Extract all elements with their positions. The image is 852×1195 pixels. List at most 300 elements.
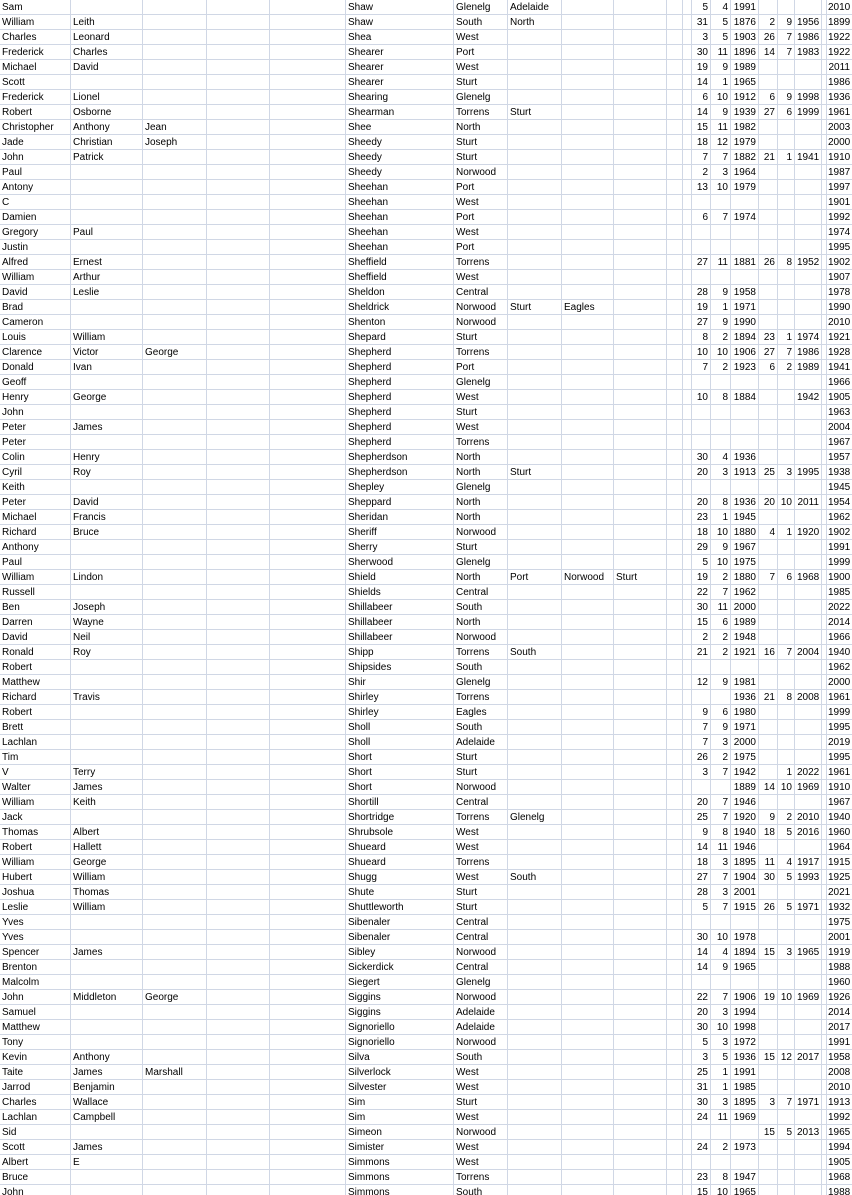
table-cell-death-year[interactable] [795,930,822,945]
table-cell-club3[interactable] [562,945,614,960]
table-cell-surname[interactable]: Sholl [346,720,454,735]
table-cell-surname[interactable]: Simeon [346,1125,454,1140]
table-cell-birth-day[interactable]: 15 [692,120,711,135]
table-cell-blank-k[interactable] [667,60,683,75]
table-cell-second-name[interactable]: Henry [71,450,143,465]
table-cell-birth-year[interactable] [731,975,759,990]
table-cell-club4[interactable] [614,720,667,735]
table-cell-blank-k[interactable] [667,990,683,1005]
table-cell-club4[interactable] [614,30,667,45]
table-cell-club3[interactable] [562,165,614,180]
table-cell-club2[interactable] [508,600,562,615]
table-cell-third-name[interactable] [143,1095,207,1110]
table-cell-third-name[interactable] [143,60,207,75]
table-cell-first-name[interactable]: Thomas [0,825,71,840]
table-cell-blank-l[interactable] [683,885,692,900]
table-cell-death-month[interactable] [778,915,795,930]
table-cell-death-month[interactable]: 8 [778,690,795,705]
table-cell-death-day[interactable] [759,960,778,975]
table-cell-year[interactable]: 2017 [828,1022,851,1033]
table-cell-death-month[interactable] [778,930,795,945]
table-cell-blank-d[interactable] [207,630,270,645]
table-cell-birth-day[interactable]: 19 [692,300,711,315]
table-cell-birth-year[interactable]: 1876 [731,15,759,30]
table-cell-death-month[interactable] [778,1065,795,1080]
table-cell-birth-year[interactable]: 1903 [731,30,759,45]
table-cell-club1[interactable]: Sturt [454,900,508,915]
table-cell-birth-day[interactable]: 27 [692,255,711,270]
table-cell-first-name[interactable]: Leslie [0,900,71,915]
table-cell-birth-month[interactable] [711,240,731,255]
table-cell-year[interactable]: 1966 [828,377,851,388]
table-cell-birth-day[interactable]: 27 [692,870,711,885]
table-cell-surname[interactable]: Shepherd [346,375,454,390]
table-cell-first-name[interactable]: Brenton [0,960,71,975]
table-cell-blank-e[interactable] [270,90,346,105]
table-cell-surname[interactable]: Shepley [346,480,454,495]
table-cell-first-name[interactable]: Keith [0,480,71,495]
table-cell-club2[interactable] [508,180,562,195]
table-cell-club4[interactable] [614,630,667,645]
table-cell-blank-l[interactable] [683,120,692,135]
table-cell-birth-day[interactable]: 6 [692,90,711,105]
table-cell-death-year[interactable] [795,1065,822,1080]
table-cell-death-day[interactable]: 14 [759,780,778,795]
table-cell-death-month[interactable] [778,840,795,855]
table-cell-blank-d[interactable] [207,495,270,510]
table-cell-death-year[interactable]: 1986 [795,30,822,45]
table-cell-blank-k[interactable] [667,600,683,615]
table-cell-second-name[interactable] [71,960,143,975]
table-cell-first-name[interactable]: Walter [0,780,71,795]
table-cell-club3[interactable] [562,360,614,375]
table-cell-surname[interactable]: Simister [346,1140,454,1155]
table-cell-death-month[interactable] [778,1005,795,1020]
table-cell-club1[interactable]: West [454,390,508,405]
table-cell-blank-d[interactable] [207,1005,270,1020]
table-cell-third-name[interactable] [143,1140,207,1155]
table-cell-year[interactable]: 2000 [828,137,851,148]
table-cell-birth-month[interactable] [711,915,731,930]
table-cell-club1[interactable]: North [454,450,508,465]
table-cell-club2[interactable] [508,1110,562,1125]
table-cell-birth-year[interactable]: 1906 [731,345,759,360]
table-cell-blank-l[interactable] [683,420,692,435]
table-cell-blank-l[interactable] [683,135,692,150]
table-cell-third-name[interactable] [143,1005,207,1020]
table-cell-blank-l[interactable] [683,1185,692,1195]
table-cell-death-year[interactable] [795,750,822,765]
table-cell-club1[interactable]: Central [454,930,508,945]
table-cell-year[interactable]: 1940 [828,647,851,658]
table-cell-blank-k[interactable] [667,1125,683,1140]
table-cell-first-name[interactable]: Brett [0,720,71,735]
table-cell-blank-d[interactable] [207,840,270,855]
table-cell-blank-l[interactable] [683,675,692,690]
table-cell-birth-day[interactable]: 18 [692,525,711,540]
table-cell-blank-e[interactable] [270,0,346,15]
table-cell-second-name[interactable]: James [71,1065,143,1080]
table-cell-club2[interactable] [508,1080,562,1095]
table-cell-death-year[interactable]: 2016 [795,825,822,840]
table-cell-club2[interactable] [508,1170,562,1185]
table-cell-first-name[interactable]: Antony [0,180,71,195]
table-cell-blank-d[interactable] [207,375,270,390]
table-cell-first-name[interactable]: Lachlan [0,1110,71,1125]
table-cell-death-day[interactable] [759,180,778,195]
table-cell-second-name[interactable]: E [71,1155,143,1170]
table-cell-death-year[interactable] [795,1110,822,1125]
table-cell-surname[interactable]: Shee [346,120,454,135]
table-cell-first-name[interactable]: Damien [0,210,71,225]
table-cell-death-month[interactable] [778,615,795,630]
table-cell-second-name[interactable]: Bruce [71,525,143,540]
table-cell-birth-day[interactable]: 10 [692,390,711,405]
table-cell-club4[interactable] [614,690,667,705]
table-cell-blank-k[interactable] [667,330,683,345]
table-cell-death-year[interactable]: 1999 [795,105,822,120]
table-cell-blank-d[interactable] [207,1170,270,1185]
table-cell-blank-l[interactable] [683,870,692,885]
table-cell-club2[interactable] [508,585,562,600]
table-cell-blank-e[interactable] [270,930,346,945]
table-cell-death-day[interactable] [759,750,778,765]
table-cell-first-name[interactable]: Yves [0,915,71,930]
table-cell-first-name[interactable]: Geoff [0,375,71,390]
table-cell-blank-d[interactable] [207,990,270,1005]
table-cell-blank-d[interactable] [207,360,270,375]
table-cell-death-year[interactable] [795,420,822,435]
table-cell-birth-year[interactable]: 1906 [731,990,759,1005]
table-cell-club1[interactable]: West [454,1080,508,1095]
table-cell-birth-month[interactable]: 1 [711,75,731,90]
table-cell-club1[interactable]: Glenelg [454,0,508,15]
table-cell-death-day[interactable] [759,675,778,690]
table-cell-death-day[interactable]: 19 [759,990,778,1005]
table-cell-year[interactable]: 1991 [828,542,851,553]
table-cell-second-name[interactable] [71,930,143,945]
table-cell-blank-d[interactable] [207,660,270,675]
table-cell-first-name[interactable]: Sid [0,1125,71,1140]
table-cell-club3[interactable] [562,960,614,975]
table-cell-birth-month[interactable]: 7 [711,810,731,825]
table-cell-year[interactable]: 1987 [828,167,851,178]
table-cell-club2[interactable] [508,1140,562,1155]
table-cell-club1[interactable]: Glenelg [454,975,508,990]
table-cell-blank-k[interactable] [667,660,683,675]
table-cell-first-name[interactable]: Tim [0,750,71,765]
table-cell-blank-e[interactable] [270,975,346,990]
table-cell-death-day[interactable] [759,225,778,240]
table-cell-blank-k[interactable] [667,885,683,900]
table-cell-death-year[interactable] [795,165,822,180]
table-cell-death-year[interactable]: 1965 [795,945,822,960]
table-cell-club1[interactable]: Norwood [454,1035,508,1050]
table-cell-first-name[interactable]: Ronald [0,645,71,660]
table-cell-second-name[interactable]: Middleton [71,990,143,1005]
table-cell-third-name[interactable] [143,930,207,945]
table-cell-club2[interactable]: South [508,870,562,885]
table-cell-club2[interactable]: North [508,15,562,30]
table-cell-blank-e[interactable] [270,855,346,870]
table-cell-birth-year[interactable]: 1989 [731,615,759,630]
table-cell-second-name[interactable] [71,405,143,420]
table-cell-death-day[interactable] [759,930,778,945]
table-cell-club4[interactable] [614,90,667,105]
table-cell-birth-day[interactable]: 6 [692,210,711,225]
table-cell-club4[interactable] [614,135,667,150]
table-cell-club4[interactable] [614,255,667,270]
table-cell-club4[interactable] [614,555,667,570]
table-cell-club3[interactable] [562,735,614,750]
table-cell-year[interactable]: 1901 [828,197,851,208]
table-cell-birth-day[interactable]: 7 [692,735,711,750]
table-cell-blank-d[interactable] [207,1185,270,1195]
table-cell-birth-month[interactable] [711,780,731,795]
table-cell-blank-e[interactable] [270,345,346,360]
table-cell-death-month[interactable]: 7 [778,45,795,60]
table-cell-blank-e[interactable] [270,825,346,840]
table-cell-birth-year[interactable]: 1882 [731,150,759,165]
table-cell-blank-k[interactable] [667,570,683,585]
table-cell-death-year[interactable] [795,1020,822,1035]
table-cell-club1[interactable]: Central [454,585,508,600]
table-cell-birth-day[interactable]: 19 [692,60,711,75]
table-cell-first-name[interactable]: Michael [0,60,71,75]
table-cell-blank-e[interactable] [270,240,346,255]
table-cell-surname[interactable]: Shillabeer [346,600,454,615]
table-cell-birth-year[interactable]: 1980 [731,705,759,720]
table-cell-club2[interactable] [508,510,562,525]
table-cell-surname[interactable]: Shirley [346,690,454,705]
table-cell-blank-k[interactable] [667,1170,683,1185]
table-cell-blank-e[interactable] [270,285,346,300]
table-cell-birth-month[interactable]: 3 [711,465,731,480]
table-cell-blank-e[interactable] [270,420,346,435]
table-cell-death-year[interactable] [795,225,822,240]
table-cell-third-name[interactable] [143,1080,207,1095]
table-cell-third-name[interactable] [143,30,207,45]
table-cell-death-month[interactable]: 5 [778,1125,795,1140]
table-cell-surname[interactable]: Sheedy [346,135,454,150]
table-cell-death-day[interactable]: 7 [759,570,778,585]
table-cell-death-day[interactable]: 3 [759,1095,778,1110]
table-cell-blank-k[interactable] [667,945,683,960]
table-cell-birth-month[interactable]: 2 [711,1140,731,1155]
table-cell-club3[interactable] [562,195,614,210]
table-cell-third-name[interactable] [143,1020,207,1035]
table-cell-third-name[interactable] [143,945,207,960]
table-cell-third-name[interactable] [143,1035,207,1050]
table-cell-blank-l[interactable] [683,1095,692,1110]
table-cell-first-name[interactable]: Scott [0,1140,71,1155]
table-cell-surname[interactable]: Silverlock [346,1065,454,1080]
table-cell-death-day[interactable] [759,795,778,810]
table-cell-birth-day[interactable]: 30 [692,1095,711,1110]
table-cell-club1[interactable]: Torrens [454,855,508,870]
table-cell-death-day[interactable] [759,555,778,570]
table-cell-first-name[interactable]: William [0,15,71,30]
table-cell-death-day[interactable] [759,1080,778,1095]
table-cell-club3[interactable] [562,585,614,600]
table-cell-birth-month[interactable]: 7 [711,900,731,915]
table-cell-blank-l[interactable] [683,270,692,285]
table-cell-blank-e[interactable] [270,165,346,180]
table-cell-club1[interactable]: West [454,225,508,240]
table-cell-surname[interactable]: Shearer [346,75,454,90]
table-cell-birth-day[interactable] [692,420,711,435]
table-cell-birth-month[interactable] [711,270,731,285]
table-cell-club2[interactable] [508,75,562,90]
table-cell-second-name[interactable] [71,210,143,225]
table-cell-death-day[interactable] [759,1110,778,1125]
table-cell-third-name[interactable] [143,270,207,285]
table-cell-death-day[interactable]: 11 [759,855,778,870]
table-cell-blank-l[interactable] [683,30,692,45]
table-cell-first-name[interactable]: William [0,270,71,285]
table-cell-club4[interactable] [614,375,667,390]
table-cell-birth-year[interactable] [731,420,759,435]
table-cell-death-year[interactable] [795,615,822,630]
table-cell-club2[interactable] [508,375,562,390]
table-cell-death-month[interactable] [778,225,795,240]
table-cell-blank-l[interactable] [683,345,692,360]
table-cell-surname[interactable]: Shueard [346,840,454,855]
table-cell-club4[interactable] [614,1020,667,1035]
table-cell-blank-k[interactable] [667,900,683,915]
table-cell-birth-year[interactable]: 1972 [731,1035,759,1050]
table-cell-club2[interactable] [508,450,562,465]
table-cell-club3[interactable] [562,1155,614,1170]
table-cell-club2[interactable] [508,915,562,930]
table-cell-club1[interactable]: West [454,1110,508,1125]
table-cell-year[interactable]: 1941 [828,362,851,373]
table-cell-birth-year[interactable]: 1946 [731,795,759,810]
table-cell-club2[interactable] [508,960,562,975]
table-cell-second-name[interactable]: Anthony [71,120,143,135]
table-cell-third-name[interactable] [143,1185,207,1195]
table-cell-blank-e[interactable] [270,840,346,855]
table-cell-club3[interactable] [562,885,614,900]
table-cell-blank-l[interactable] [683,450,692,465]
table-cell-blank-l[interactable] [683,795,692,810]
table-cell-blank-l[interactable] [683,315,692,330]
table-cell-blank-k[interactable] [667,1110,683,1125]
table-cell-death-month[interactable]: 7 [778,1095,795,1110]
table-cell-death-day[interactable]: 14 [759,45,778,60]
table-cell-surname[interactable]: Shearer [346,45,454,60]
table-cell-club1[interactable]: West [454,60,508,75]
table-cell-blank-d[interactable] [207,675,270,690]
table-cell-birth-day[interactable]: 30 [692,1020,711,1035]
table-cell-surname[interactable]: Shepherdson [346,465,454,480]
table-cell-club3[interactable] [562,750,614,765]
table-cell-blank-d[interactable] [207,795,270,810]
table-cell-third-name[interactable] [143,675,207,690]
table-cell-year[interactable]: 1995 [828,722,851,733]
table-cell-club4[interactable] [614,765,667,780]
table-cell-club4[interactable] [614,600,667,615]
table-cell-blank-e[interactable] [270,870,346,885]
table-cell-birth-month[interactable]: 1 [711,1080,731,1095]
table-cell-birth-day[interactable]: 22 [692,585,711,600]
table-cell-birth-day[interactable]: 5 [692,0,711,15]
table-cell-birth-day[interactable]: 19 [692,570,711,585]
table-cell-club3[interactable] [562,90,614,105]
table-cell-birth-year[interactable]: 1896 [731,45,759,60]
table-cell-blank-e[interactable] [270,390,346,405]
table-cell-club4[interactable] [614,1095,667,1110]
table-cell-surname[interactable]: Sheriff [346,525,454,540]
table-cell-first-name[interactable]: Bruce [0,1170,71,1185]
table-cell-club2[interactable] [508,420,562,435]
table-cell-blank-l[interactable] [683,1020,692,1035]
table-cell-club2[interactable] [508,945,562,960]
table-cell-club4[interactable] [614,990,667,1005]
table-cell-third-name[interactable] [143,600,207,615]
table-cell-third-name[interactable] [143,360,207,375]
table-cell-birth-year[interactable]: 1945 [731,510,759,525]
table-cell-death-month[interactable] [778,975,795,990]
table-cell-birth-month[interactable] [711,420,731,435]
table-cell-birth-day[interactable] [692,270,711,285]
table-cell-club1[interactable]: Port [454,240,508,255]
table-cell-blank-e[interactable] [270,330,346,345]
table-cell-first-name[interactable]: Jack [0,810,71,825]
table-cell-blank-k[interactable] [667,315,683,330]
table-cell-third-name[interactable] [143,750,207,765]
table-cell-second-name[interactable] [71,810,143,825]
table-cell-club4[interactable] [614,405,667,420]
table-cell-third-name[interactable] [143,825,207,840]
table-cell-birth-day[interactable] [692,240,711,255]
table-cell-birth-month[interactable]: 11 [711,45,731,60]
table-cell-first-name[interactable]: Clarence [0,345,71,360]
table-cell-club3[interactable] [562,1095,614,1110]
table-cell-death-month[interactable]: 5 [778,900,795,915]
table-cell-death-day[interactable] [759,0,778,15]
table-cell-blank-d[interactable] [207,30,270,45]
table-cell-blank-e[interactable] [270,480,346,495]
table-cell-club4[interactable] [614,615,667,630]
table-cell-year[interactable]: 2001 [828,932,851,943]
table-cell-blank-d[interactable] [207,345,270,360]
table-cell-third-name[interactable] [143,1155,207,1170]
table-cell-death-month[interactable] [778,795,795,810]
table-cell-club3[interactable] [562,1125,614,1140]
table-cell-club1[interactable]: Central [454,960,508,975]
table-cell-death-month[interactable]: 1 [778,765,795,780]
table-cell-birth-month[interactable]: 8 [711,825,731,840]
table-cell-club2[interactable] [508,705,562,720]
table-cell-death-year[interactable] [795,630,822,645]
table-cell-first-name[interactable]: William [0,570,71,585]
table-cell-blank-d[interactable] [207,615,270,630]
table-cell-blank-k[interactable] [667,135,683,150]
table-cell-blank-d[interactable] [207,690,270,705]
table-cell-blank-k[interactable] [667,765,683,780]
table-cell-year[interactable]: 1915 [828,857,851,868]
table-cell-year[interactable]: 1960 [828,827,851,838]
table-cell-death-year[interactable] [795,270,822,285]
table-cell-blank-d[interactable] [207,645,270,660]
table-cell-surname[interactable]: Sheppard [346,495,454,510]
table-cell-club1[interactable]: Norwood [454,780,508,795]
table-cell-year[interactable]: 2011 [826,60,852,75]
table-cell-year[interactable]: 2014 [828,1007,851,1018]
table-cell-surname[interactable]: Sheffield [346,255,454,270]
table-cell-birth-day[interactable]: 30 [692,600,711,615]
